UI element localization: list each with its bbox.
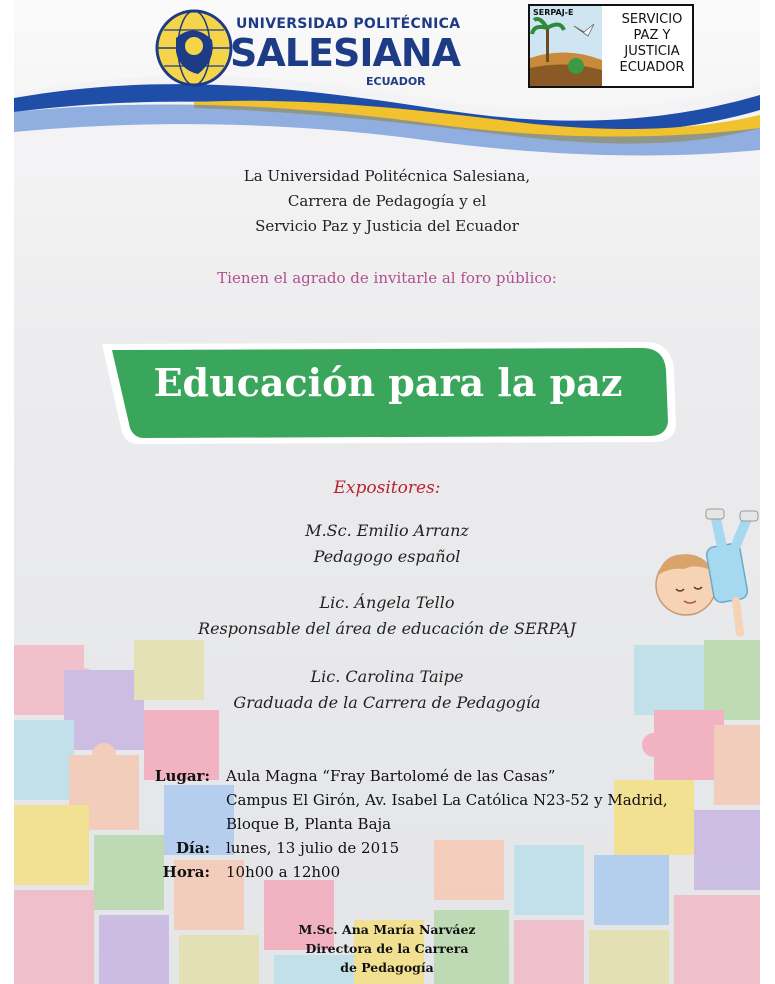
signature-title: Directora de la Carrera (305, 941, 469, 956)
speaker-name: Lic. Carolina Taipe (310, 667, 464, 686)
event-details (154, 764, 668, 884)
speaker-name: M.Sc. Emilio Arranz (305, 521, 469, 540)
day-row (154, 836, 668, 860)
speaker-name: Lic. Ángela Tello (319, 593, 455, 612)
signature-block (14, 920, 760, 977)
speaker-block (14, 518, 760, 570)
serpaj-wordmark (610, 12, 694, 76)
globe-icon (154, 8, 234, 88)
ups-name-line2: SALESIANA (230, 31, 461, 75)
speaker-role: Responsable del área de educación de SERPAJ (198, 619, 576, 638)
day-label: Día: (176, 839, 210, 857)
ups-name-line1: UNIVERSIDAD POLITÉCNICA (236, 16, 461, 32)
speaker-role: Graduada de la Carrera de Pedagogía (233, 693, 541, 712)
serpaj-line: ECUADOR (619, 60, 685, 75)
time-row (154, 860, 668, 884)
serpaj-line: JUSTICIA (624, 44, 680, 59)
place-line: Campus El Girón, Av. Isabel La Católica N23-52 y Madrid, (226, 791, 668, 809)
event-title: Educación para la paz (153, 360, 623, 405)
serpaj-emblem-icon (530, 6, 602, 86)
place-line: Aula Magna “Fray Bartolomé de las Casas” (226, 767, 556, 785)
speaker-role: Pedagogo español (313, 547, 461, 566)
serpaj-tag: SERPAJ-E (533, 8, 574, 17)
intro-text (14, 164, 760, 239)
intro-line: Carrera de Pedagogía y el (287, 192, 487, 210)
serpaj-line: PAZ Y (633, 28, 671, 43)
serpaj-logo (528, 4, 694, 88)
place-line: Bloque B, Planta Baja (226, 815, 392, 833)
time-value: 10h00 a 12h00 (226, 863, 341, 881)
time-label: Hora: (162, 863, 210, 881)
speaker-block (14, 590, 760, 642)
day-value: lunes, 13 julio de 2015 (226, 839, 400, 857)
place-label: Lugar: (154, 767, 210, 785)
ups-logo (154, 4, 461, 94)
place-value (226, 764, 668, 836)
invite-text: Tienen el agrado de invitarle al foro público: (217, 269, 557, 287)
signature-title: de Pedagogía (340, 960, 434, 975)
invitation-page (14, 0, 760, 984)
ups-name-line3: ECUADOR (366, 75, 426, 88)
serpaj-line: SERVICIO (621, 12, 683, 27)
speaker-block (14, 664, 760, 716)
signature-name: M.Sc. Ana María Narváez (298, 922, 476, 937)
intro-line: La Universidad Politécnica Salesiana, (243, 167, 531, 185)
place-row (154, 764, 668, 836)
intro-line: Servicio Paz y Justicia del Ecuador (255, 217, 519, 235)
speakers-heading: Expositores: (333, 478, 441, 498)
